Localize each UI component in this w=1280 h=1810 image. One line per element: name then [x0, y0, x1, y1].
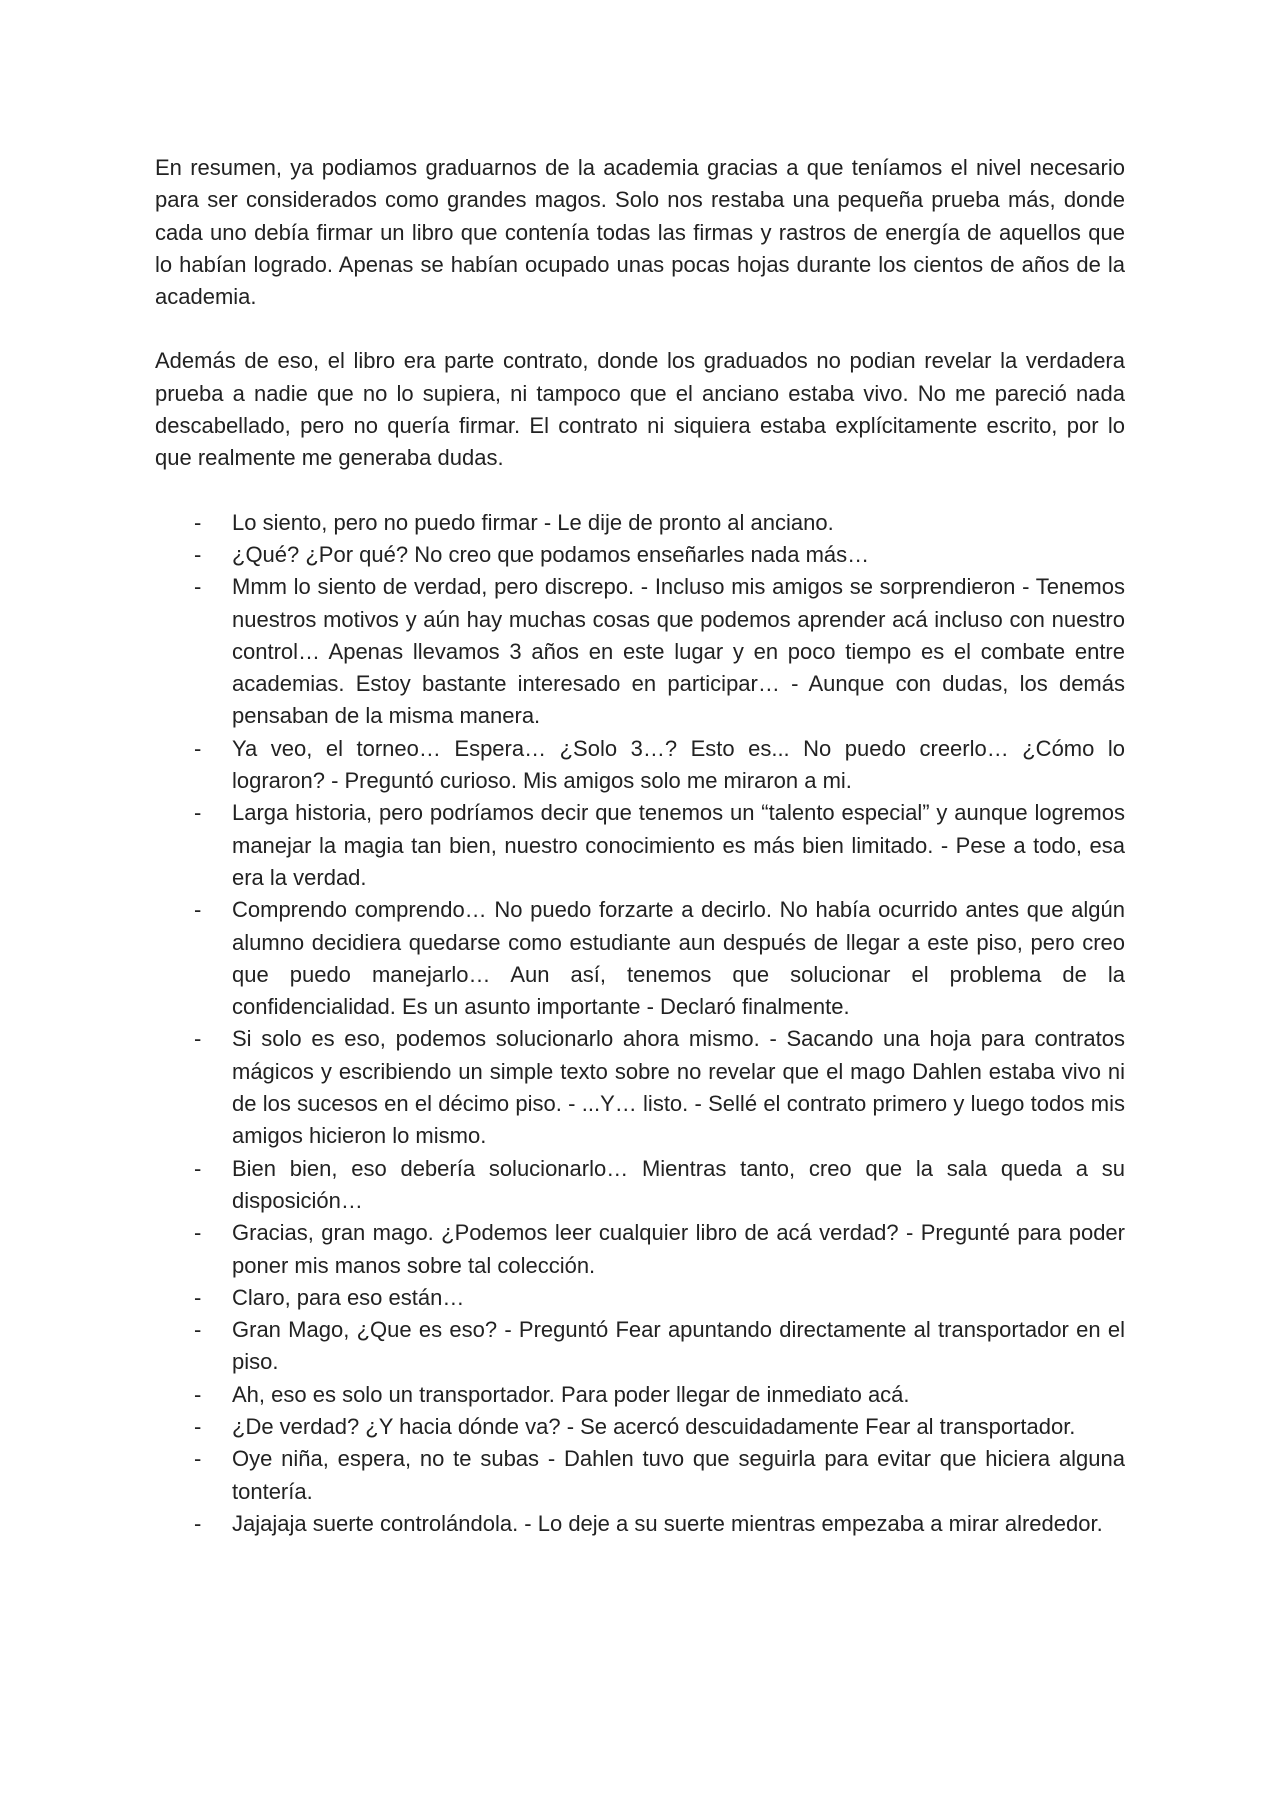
- dialogue-text: Mmm lo siento de verdad, pero discrepo. - Incluso mis amigos se sorprendieron - Tenemos nuestros motivos y aún hay muchas cosas que podemos aprender acá incluso con nuestro control… Apenas llevamos 3 años en este lugar y en poco tiempo es el combate entre academias. Estoy bastante interesado en participar… - Aunque con dudas, los demás pensaban de la misma manera.: [232, 574, 1125, 729]
- dialogue-text: Comprendo comprendo… No puedo forzarte a decirlo. No había ocurrido antes que algún alumno decidiera quedarse como estudiante aun después de llegar a este piso, pero creo que puedo manejarlo… Aun así, tenemos que solucionar el problema de la confidencialidad. Es un asunto importante - Declaró finalmente.: [232, 897, 1125, 1020]
- dialogue-text: Claro, para eso están…: [232, 1284, 465, 1310]
- bullet-dash: -: [194, 1381, 202, 1407]
- dialogue-line: [155, 1508, 1125, 1540]
- dialogue-text: ¿De verdad? ¿Y hacia dónde va? - Se acercó descuidadamente Fear al transportador.: [232, 1413, 1076, 1439]
- dialogue-text: Ah, eso es solo un transportador. Para poder llegar de inmediato acá.: [232, 1381, 910, 1407]
- bullet-dash: -: [194, 735, 202, 761]
- dialogue-text: Jajajaja suerte controlándola. - Lo deje a su suerte mientras empezaba a mirar alrededor.: [232, 1510, 1103, 1536]
- dialogue-text: Gracias, gran mago. ¿Podemos leer cualquier libro de acá verdad? - Pregunté para poder poner mis manos sobre tal colección.: [232, 1220, 1125, 1278]
- dialogue-line: [155, 894, 1125, 1023]
- dialogue-text: Gran Mago, ¿Que es eso? - Preguntó Fear apuntando directamente al transportador en el piso.: [232, 1317, 1125, 1375]
- dialogue-text: Lo siento, pero no puedo firmar - Le dije de pronto al anciano.: [232, 509, 834, 535]
- dialogue-line: [155, 1314, 1125, 1379]
- paragraph: En resumen, ya podiamos graduarnos de la academia gracias a que teníamos el nivel necesario para ser considerados como grandes magos. Solo nos restaba una pequeña prueba más, donde cada uno debía firmar un libro que contenía todas las firmas y rastros de energía de aquellos que lo habían logrado. Apenas se habían ocupado unas pocas hojas durante los cientos de años de la academia.: [155, 155, 1125, 310]
- bullet-dash: -: [194, 1155, 202, 1181]
- bullet-dash: -: [194, 1317, 202, 1343]
- bullet-dash: -: [194, 1446, 202, 1472]
- bullet-dash: -: [194, 541, 202, 567]
- dialogue-line: [155, 797, 1125, 894]
- bullet-dash: -: [194, 800, 202, 826]
- dialogue-line: [155, 539, 1125, 571]
- dialogue-line: [155, 1379, 1125, 1411]
- dialogue-text: Ya veo, el torneo… Espera… ¿Solo 3…? Esto es... No puedo creerlo… ¿Cómo lo lograron? - Preguntó curioso. Mis amigos solo me miraron a mi.: [232, 735, 1125, 794]
- bullet-dash: -: [194, 897, 202, 923]
- bullet-dash: -: [194, 1510, 202, 1536]
- dialogue-list: [155, 507, 1125, 1541]
- dialogue-line: [155, 1023, 1125, 1152]
- dialogue-line: [155, 1153, 1125, 1218]
- dialogue-text: Si solo es eso, podemos solucionarlo ahora mismo. - Sacando una hoja para contratos mágicos y escribiendo un simple texto sobre no revelar que el mago Dahlen estaba vivo ni de los sucesos en el décimo piso. - ...Y… listo. - Sellé el contrato primero y luego todos mis amigos hicieron lo mismo.: [232, 1026, 1125, 1149]
- dialogue-line: [155, 1443, 1125, 1508]
- dialogue-line: [155, 571, 1125, 732]
- bullet-dash: -: [194, 1413, 202, 1439]
- document-body: [155, 152, 1125, 1540]
- bullet-dash: -: [194, 1284, 202, 1310]
- dialogue-line: [155, 733, 1125, 798]
- bullet-dash: -: [194, 1220, 202, 1246]
- dialogue-line: [155, 1217, 1125, 1282]
- paragraph: Además de eso, el libro era parte contrato, donde los graduados no podian revelar la verdadera prueba a nadie que no lo supiera, ni tampoco que el anciano estaba vivo. No me pareció nada descabellado, pero no quería firmar. El contrato ni siquiera estaba explícitamente escrito, por lo que realmente me generaba dudas.: [155, 348, 1125, 471]
- bullet-dash: -: [194, 509, 202, 535]
- dialogue-text: ¿Qué? ¿Por qué? No creo que podamos enseñarles nada más…: [232, 541, 870, 567]
- dialogue-line: [155, 1411, 1125, 1443]
- dialogue-text: Larga historia, pero podríamos decir que tenemos un “talento especial” y aunque logremos manejar la magia tan bien, nuestro conocimiento es más bien limitado. - Pese a todo, esa era la verdad.: [232, 800, 1125, 890]
- bullet-dash: -: [194, 574, 202, 600]
- dialogue-text: Oye niña, espera, no te subas - Dahlen tuvo que seguirla para evitar que hiciera alguna tontería.: [232, 1446, 1125, 1504]
- dialogue-line: [155, 1282, 1125, 1314]
- bullet-dash: -: [194, 1026, 202, 1052]
- dialogue-text: Bien bien, eso debería solucionarlo… Mientras tanto, creo que la sala queda a su disposición…: [232, 1155, 1125, 1213]
- dialogue-line: [155, 507, 1125, 539]
